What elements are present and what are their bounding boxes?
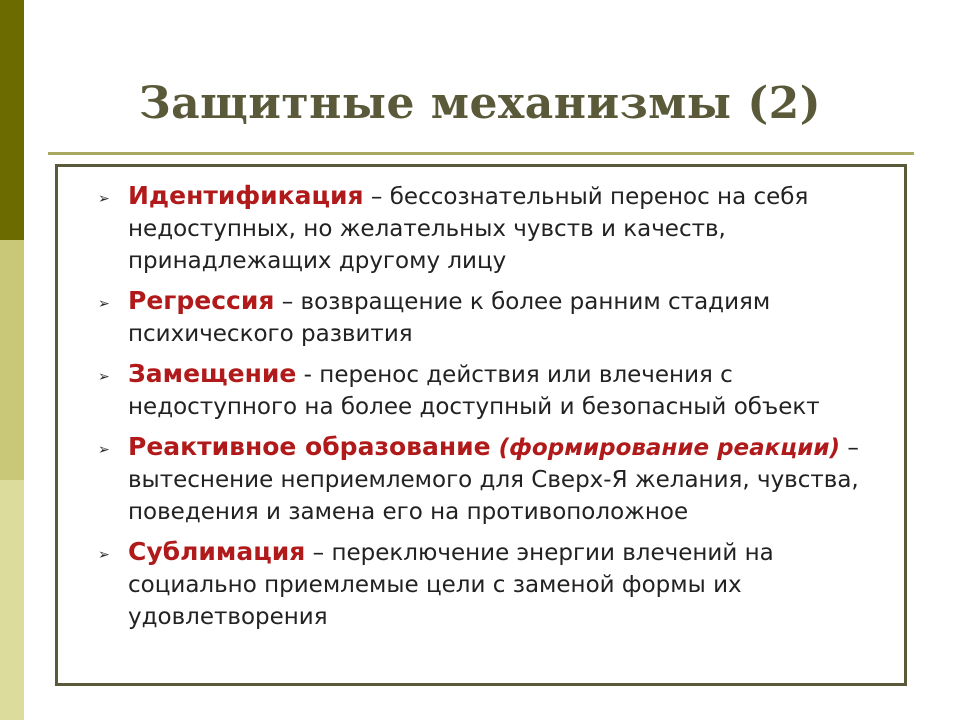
arrow-bullet-icon: ➢: [98, 547, 110, 563]
term: Идентификация: [128, 181, 364, 210]
sidebar-block-light: [0, 480, 24, 720]
term: Сублимация: [128, 537, 306, 566]
list-item: [58, 180, 904, 277]
arrow-bullet-icon: ➢: [98, 296, 110, 312]
arrow-bullet-icon: ➢: [98, 369, 110, 385]
definition: – возвращение к более ранним стадиям психического развития: [128, 289, 771, 347]
definition: – бессознательный перенос на себя недоступных, но желательных чувств и качеств, принадлежащих другому лицу: [128, 184, 809, 274]
definition: - перенос действия или влечения с недоступного на более доступный и безопасный объект: [128, 362, 820, 420]
list-item: [58, 431, 904, 528]
arrow-bullet-icon: ➢: [98, 442, 110, 458]
bullet-list: [58, 180, 904, 641]
sidebar-block-mid: [0, 240, 24, 480]
term: Замещение: [128, 359, 297, 388]
list-item: [58, 358, 904, 423]
term-note: (формирование реакции): [490, 435, 841, 461]
slide-title: Защитные механизмы (2): [138, 78, 822, 129]
sidebar-block-dark: [0, 0, 24, 240]
title-underline: [48, 152, 914, 155]
content-frame: [55, 164, 907, 686]
sidebar-decoration: [0, 0, 24, 720]
list-item: [58, 285, 904, 350]
term: Регрессия: [128, 286, 275, 315]
list-item: [58, 536, 904, 633]
arrow-bullet-icon: ➢: [98, 191, 110, 207]
term: Реактивное образование: [128, 432, 491, 461]
definition: – переключение энергии влечений на социально приемлемые цели с заменой формы их удовлетворения: [128, 540, 774, 630]
definition: – вытеснение неприемлемого для Сверх-Я желания, чувства, поведения и замена его на противоположное: [128, 435, 859, 525]
